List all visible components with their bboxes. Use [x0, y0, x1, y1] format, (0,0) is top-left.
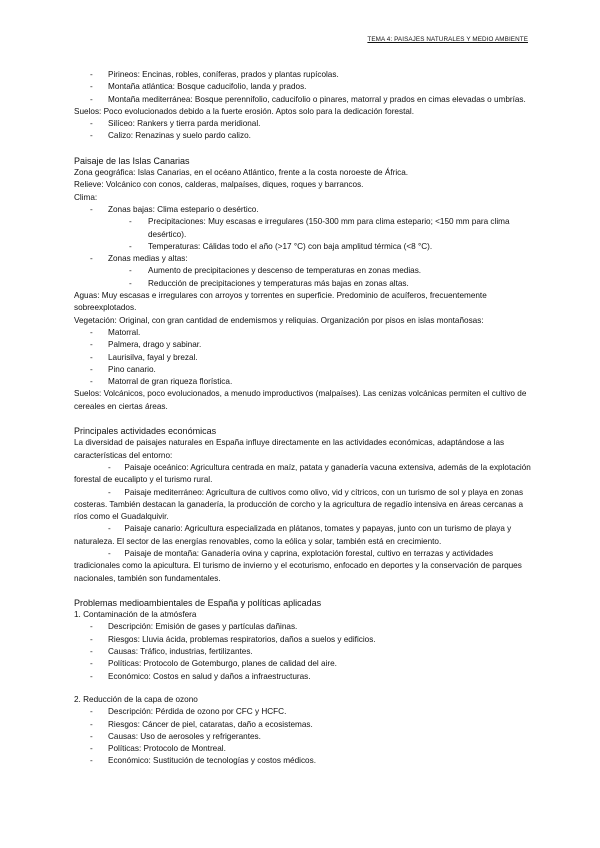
list-item	[74, 339, 536, 351]
list-item	[74, 658, 536, 670]
list-item	[74, 130, 536, 142]
list-item-text: Económico: Sustitución de tecnologías y costos médicos.	[108, 756, 316, 766]
section-heading: Problemas medioambientales de España y políticas aplicadas	[74, 597, 322, 608]
bullet-dash: -	[90, 707, 93, 717]
economy-paragraph	[74, 462, 536, 487]
list-item	[74, 352, 536, 364]
sub-list-item	[74, 265, 536, 277]
list-item	[74, 327, 536, 339]
economy-text: Paisaje oceánico: Agricultura centrada en maíz, patata y ganadería vacuna extensiva, además de la explotación forestal de eucalipto y el turismo rural.	[74, 462, 531, 485]
bullet-dash: -	[90, 731, 93, 741]
bullet-dash: -	[129, 278, 132, 288]
bullet-dash: -	[90, 82, 93, 92]
bullet-dash: -	[129, 217, 132, 227]
economy-paragraph	[74, 487, 536, 524]
section-heading: Paisaje de las Islas Canarias	[74, 155, 190, 166]
bullet-dash: -	[108, 487, 111, 497]
list-item-text: Silíceo: Rankers y tierra parda meridional.	[108, 119, 261, 129]
list-item	[74, 706, 536, 718]
sub-list-item	[74, 278, 536, 290]
list-item-text: Matorral de gran riqueza florística.	[108, 377, 233, 387]
list-item	[74, 743, 536, 755]
document-body	[74, 69, 536, 768]
list-item	[74, 731, 536, 743]
bullet-dash: -	[90, 744, 93, 754]
list-item-text: Políticas: Protocolo de Gotemburgo, planes de calidad del aire.	[108, 659, 337, 669]
list-item	[74, 634, 536, 646]
relieve-line: Relieve: Volcánico con conos, calderas, malpaíses, diques, roques y barrancos.	[74, 180, 364, 190]
list-item	[74, 621, 536, 633]
bullet-dash: -	[108, 524, 111, 534]
list-item-text: Descripción: Emisión de gases y partículas dañinas.	[108, 622, 298, 632]
bullet-dash: -	[90, 352, 93, 362]
list-item-text: Zonas medias y altas:	[108, 254, 188, 264]
list-item-text: Temperaturas: Cálidas todo el año (>17 °C) con baja amplitud térmica (<8 °C).	[148, 241, 433, 251]
list-item	[74, 253, 536, 265]
bullet-dash: -	[90, 671, 93, 681]
list-item	[74, 204, 536, 216]
list-item-text: Causas: Tráfico, industrias, fertilizantes.	[108, 647, 253, 657]
bullet-dash: -	[90, 254, 93, 264]
list-item-text: Económico: Costos en salud y daños a infraestructuras.	[108, 671, 311, 681]
list-item	[74, 94, 536, 106]
bullet-dash: -	[90, 622, 93, 632]
economy-paragraph	[74, 523, 536, 548]
list-item	[74, 69, 536, 81]
sub-list-item	[74, 216, 536, 241]
aguas-paragraph: Aguas: Muy escasas e irregulares con arroyos y torrentes en superficie. Predominio de acuíferos, frecuentemente sobreexplotados.	[74, 291, 487, 313]
bullet-dash: -	[90, 634, 93, 644]
bullet-dash: -	[90, 756, 93, 766]
section-heading: Principales actividades económicas	[74, 426, 217, 437]
sub-list-item	[74, 241, 536, 253]
list-item-text: Zonas bajas: Clima estepario o desértico.	[108, 204, 259, 214]
bullet-dash: -	[90, 204, 93, 214]
bullet-dash: -	[108, 462, 111, 472]
list-item-text: Políticas: Protocolo de Montreal.	[108, 744, 226, 754]
zona-line: Zona geográfica: Islas Canarias, en el océano Atlántico, frente a la costa noroeste de África.	[74, 168, 409, 178]
economy-text: Paisaje mediterráneo: Agricultura de cultivos como olivo, vid y cítricos, con un turismo de sol y playa en zonas costeras. También destacan la ganadería, la producción de corcho y la agricultura de regadío intensiva en áreas cercanas a ríos como el Guadalquivir.	[74, 487, 524, 522]
list-item	[74, 646, 536, 658]
list-item-text: Matorral.	[108, 327, 141, 337]
economy-paragraph	[74, 548, 536, 585]
list-item-text: Precipitaciones: Muy escasas e irregulares (150-300 mm para clima estepario; <150 mm para clima desértico).	[148, 217, 510, 239]
vegetacion-line: Vegetación: Original, con gran cantidad de endemismos y reliquias. Organización por pisos en islas montañosas:	[74, 315, 484, 325]
bullet-dash: -	[90, 719, 93, 729]
list-item-text: Riesgos: Lluvia ácida, problemas respiratorios, daños a suelos y edificios.	[108, 634, 376, 644]
bullet-dash: -	[108, 548, 111, 558]
bullet-dash: -	[90, 340, 93, 350]
bullet-dash: -	[90, 647, 93, 657]
list-item-text: Palmera, drago y sabinar.	[108, 340, 202, 350]
list-item-text: Riesgos: Cáncer de piel, cataratas, daño a ecosistemas.	[108, 719, 313, 729]
bullet-dash: -	[90, 327, 93, 337]
list-item	[74, 719, 536, 731]
subsection-title: 2. Reducción de la capa de ozono	[74, 694, 198, 704]
suelos-paragraph: Suelos: Volcánicos, poco evolucionados, a menudo improductivos (malpaíses). Las cenizas volcánicas permiten el cultivo de cereales en ciertas áreas.	[74, 389, 527, 411]
list-item-text: Aumento de precipitaciones y descenso de temperaturas en zonas medias.	[148, 266, 422, 276]
spacer	[74, 683, 536, 694]
bullet-dash: -	[90, 659, 93, 669]
list-item-text: Reducción de precipitaciones y temperaturas más bajas en zonas altas.	[148, 278, 409, 288]
list-item-text: Montaña atlántica: Bosque caducifolio, landa y prados.	[108, 82, 307, 92]
subsection-title: 1. Contaminación de la atmósfera	[74, 610, 197, 620]
list-item-text: Pirineos: Encinas, robles, coníferas, prados y plantas rupícolas.	[108, 70, 339, 79]
list-item-text: Montaña mediterránea: Bosque perennifolio, caducifolio o pinares, matorral y prados en cimas elevadas o umbrías.	[108, 94, 526, 104]
bullet-dash: -	[90, 119, 93, 129]
economy-text: Paisaje de montaña: Ganadería ovina y caprina, explotación forestal, cultivo en terrazas y actividades tradicionales como la apicultura. El turismo de invierno y el ecoturismo, enfocado en deportes y la conservación de parques nacionales, también son fundamentales.	[74, 548, 522, 583]
bullet-dash: -	[129, 266, 132, 276]
list-item	[74, 755, 536, 767]
list-item-text: Causas: Uso de aerosoles y refrigerantes.	[108, 731, 261, 741]
bullet-dash: -	[90, 131, 93, 141]
economy-text: Paisaje canario: Agricultura especializada en plátanos, tomates y papayas, junto con un turismo de playa y naturaleza. El sector de las energías renovables, como la eólica y solar, también está en crecimiento.	[74, 524, 512, 546]
bullet-dash: -	[90, 364, 93, 374]
list-item-text: Descripción: Pérdida de ozono por CFC y HCFC.	[108, 707, 287, 717]
list-item	[74, 376, 536, 388]
list-item-text: Calizo: Renazinas y suelo pardo calizo.	[108, 131, 251, 141]
list-item	[74, 364, 536, 376]
bullet-dash: -	[90, 377, 93, 387]
clima-label: Clima:	[74, 192, 98, 202]
list-item-text: Pino canario.	[108, 364, 156, 374]
bullet-dash: -	[90, 94, 93, 104]
bullet-dash: -	[90, 70, 93, 79]
bullet-dash: -	[129, 241, 132, 251]
list-item	[74, 118, 536, 130]
list-item-text: Laurisilva, fayal y brezal.	[108, 352, 198, 362]
suelos-line: Suelos: Poco evolucionados debido a la fuerte erosión. Aptos solo para la dedicación forestal.	[74, 106, 415, 116]
intro-paragraph: La diversidad de paisajes naturales en España influye directamente en las actividades económicas, adaptándose a las características del entorno:	[74, 438, 505, 460]
list-item	[74, 671, 536, 683]
page-header-title: TEMA 4: PAISAJES NATURALES Y MEDIO AMBIENTE	[367, 36, 528, 43]
list-item	[74, 81, 536, 93]
